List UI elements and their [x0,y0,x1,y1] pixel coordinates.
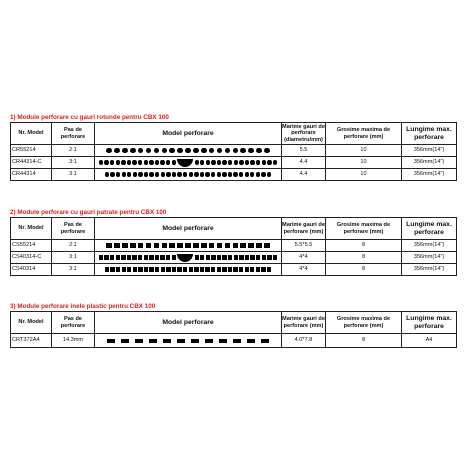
perforation-hole-icon [225,243,231,249]
perforation-hole-icon [132,255,136,259]
header-model: Nr. Model [11,123,52,145]
perforation-hole-icon [267,267,271,271]
perforation-pattern [95,145,282,157]
perforation-hole-icon [222,255,226,259]
perforation-hole-icon [262,255,266,259]
length-value: 356mm(14") [402,240,457,252]
perforation-hole-icon [256,255,260,259]
perforation-hole-icon [144,267,148,271]
perforation-hole-icon [169,243,175,249]
perforation-hole-icon [228,255,232,259]
perforation-hole-icon [105,172,109,176]
header-model: Nr. Model [11,218,52,240]
perforation-hole-icon [211,172,215,176]
perforation-hole-icon [267,172,271,176]
perforation-hole-icon [250,172,254,176]
perforation-hole-icon [248,243,254,249]
perforation-hole-icon [127,255,131,259]
thickness-value: 8 [326,334,402,348]
perforation-pattern [95,169,282,181]
perforation-hole-icon [262,160,266,164]
table-row [11,145,457,157]
perforation-hole-icon [105,267,109,271]
perforation-hole-icon [267,255,271,259]
perforation-hole-icon [166,160,170,164]
perforation-hole-icon [209,243,215,249]
perforation-pattern [95,334,282,348]
perforation-hole-icon [205,172,209,176]
perforation-hole-icon [172,255,176,259]
header-length: Lungime max. perforare [402,123,457,145]
perforation-hole-icon [217,267,221,271]
table-row [11,240,457,252]
perforation-hole-icon [256,148,262,154]
perforation-hole-icon [177,159,193,167]
perforation-hole-icon [264,148,270,154]
header-hole-size: Marime gauri de perforare (mm) [282,312,326,334]
perforation-hole-icon [160,160,164,164]
thickness-value: 10 [326,169,402,181]
length-value: 356mm(14") [402,252,457,264]
perforation-hole-icon [138,267,142,271]
perforation-hole-icon [228,172,232,176]
perforation-hole-icon [177,148,183,154]
table-row [11,252,457,264]
perforation-hole-icon [234,160,238,164]
perforation-hole-icon [122,148,128,154]
perforation-hole-icon [267,160,271,164]
header-hole-size: Marime gauri de perforare (diametru/mm) [282,123,325,143]
perforation-hole-icon [110,267,114,271]
thickness-value: 10 [326,145,402,157]
perforation-hole-icon [239,267,243,271]
header-thickness: Grosime maxima de perforare (mm) [326,123,402,145]
perforation-hole-icon [122,243,128,249]
perforation-hole-icon [122,267,126,271]
perforation-hole-icon [200,160,204,164]
hole-size-value: 4.4 [282,157,326,169]
perforation-hole-icon [149,172,153,176]
header-length: Lungime max. perforare [402,312,457,334]
perforation-hole-icon [217,148,223,154]
perforation-hole-icon [240,148,246,154]
perforation-hole-icon [248,148,254,154]
thickness-value: 8 [326,264,402,276]
perforation-hole-icon [130,243,136,249]
perforation-hole-icon [200,255,204,259]
section-title: 1) Module perforare cu gauri rotunde pentru CBX 100 [10,114,169,121]
perforation-hole-icon [219,339,227,343]
perforation-hole-icon [155,255,159,259]
perforation-hole-icon [245,255,249,259]
table-row [11,334,457,348]
perforation-hole-icon [264,243,270,249]
perforation-hole-icon [166,255,170,259]
perforation-hole-icon [273,160,277,164]
perforation-hole-icon [194,172,198,176]
perforation-hole-icon [121,339,129,343]
round-holes-table [10,122,457,181]
perforation-hole-icon [155,172,159,176]
perforation-hole-icon [149,267,153,271]
model-code: CRT372A4 [11,334,52,348]
perforation-hole-icon [127,267,131,271]
thickness-value: 8 [326,252,402,264]
header-pitch: Pas de perforare [52,123,95,145]
header-pattern: Model perforare [95,123,282,145]
perforation-hole-icon [166,172,170,176]
table-row [11,169,457,181]
perforation-pattern [95,264,282,276]
perforation-hole-icon [256,160,260,164]
section-square-holes [10,208,456,276]
perforation-hole-icon [211,255,215,259]
perforation-hole-icon [110,172,114,176]
hole-size-value: 5.5*5.5 [282,240,326,252]
perforation-hole-icon [200,267,204,271]
perforation-hole-icon [127,160,131,164]
perforation-hole-icon [233,148,239,154]
perforation-hole-icon [228,160,232,164]
perforation-hole-icon [138,243,144,249]
section-plastic-rings [10,302,456,348]
perforation-hole-icon [211,160,215,164]
perforation-hole-icon [209,148,215,154]
perforation-hole-icon [195,160,199,164]
perforation-hole-icon [104,255,108,259]
perforation-hole-icon [144,160,148,164]
perforation-hole-icon [185,148,191,154]
perforation-pattern [95,252,282,264]
header-thickness: Grosime maxima de perforare (mm) [326,312,402,334]
perforation-hole-icon [261,172,265,176]
perforation-hole-icon [193,243,199,249]
section-title: 3) Module perforare inele plastic pentru CBX 100 [10,303,156,310]
perforation-hole-icon [162,243,168,249]
perforation-hole-icon [217,172,221,176]
perforation-hole-icon [104,160,108,164]
model-code: CS55214 [11,240,52,252]
length-value: 356mm(14") [402,264,457,276]
perforation-hole-icon [183,267,187,271]
perforation-hole-icon [155,267,159,271]
plastic-rings-table [10,311,457,348]
perforation-hole-icon [162,148,168,154]
perforation-hole-icon [217,243,223,249]
perforation-hole-icon [206,255,210,259]
perforation-hole-icon [177,339,185,343]
pitch-value: 14.3mm [52,334,95,348]
perforation-hole-icon [225,148,231,154]
perforation-hole-icon [191,339,199,343]
perforation-hole-icon [114,243,120,249]
perforation-hole-icon [233,339,241,343]
perforation-hole-icon [233,243,239,249]
perforation-hole-icon [183,172,187,176]
perforation-hole-icon [194,267,198,271]
model-code: CR44314-C [11,157,52,169]
perforation-hole-icon [99,160,103,164]
perforation-hole-icon [144,255,148,259]
header-pitch: Pas de perforare [52,218,95,240]
perforation-hole-icon [206,160,210,164]
perforation-hole-icon [133,172,137,176]
perforation-hole-icon [160,255,164,259]
perforation-hole-icon [114,148,120,154]
perforation-hole-icon [169,148,175,154]
perforation-hole-icon [172,160,176,164]
perforation-hole-icon [222,172,226,176]
header-model: Nr. Model [11,312,52,334]
perforation-hole-icon [240,243,246,249]
perforation-hole-icon [189,267,193,271]
perforation-hole-icon [107,339,115,343]
perforation-hole-icon [161,267,165,271]
perforation-hole-icon [217,255,221,259]
hole-size-value: 4.4 [282,169,326,181]
perforation-hole-icon [261,267,265,271]
header-pitch: Pas de perforare [52,312,95,334]
perforation-hole-icon [110,255,114,259]
perforation-hole-icon [239,255,243,259]
perforation-hole-icon [155,160,159,164]
perforation-hole-icon [256,172,260,176]
perforation-hole-icon [138,255,142,259]
perforation-hole-icon [273,255,277,259]
model-code: CS40314-C [11,252,52,264]
header-thickness: Grosime maxima de perforare (mm) [326,218,402,240]
perforation-hole-icon [121,160,125,164]
perforation-hole-icon [177,267,181,271]
perforation-hole-icon [177,172,181,176]
perforation-hole-icon [234,255,238,259]
pitch-value: 3:1 [52,252,95,264]
perforation-hole-icon [195,255,199,259]
perforation-hole-icon [256,243,262,249]
perforation-hole-icon [122,172,126,176]
perforation-hole-icon [106,148,112,154]
hole-size-value: 4*4 [282,252,326,264]
perforation-hole-icon [201,148,207,154]
perforation-hole-icon [250,160,254,164]
perforation-hole-icon [245,267,249,271]
perforation-hole-icon [99,255,103,259]
perforation-hole-icon [177,243,183,249]
perforation-hole-icon [250,255,254,259]
perforation-pattern [95,157,282,169]
header-pattern: Model perforare [95,312,282,334]
hole-size-value: 5.5 [282,145,326,157]
perforation-hole-icon [250,267,254,271]
perforation-hole-icon [110,160,114,164]
model-code: CR44314 [11,169,52,181]
perforation-hole-icon [256,267,260,271]
perforation-hole-icon [177,254,193,262]
perforation-hole-icon [172,267,176,271]
pitch-value: 3:1 [52,264,95,276]
length-value: 356mm(14") [402,157,457,169]
perforation-hole-icon [217,160,221,164]
pitch-value: 3:1 [52,169,95,181]
perforation-hole-icon [154,148,160,154]
thickness-value: 10 [326,157,402,169]
perforation-hole-icon [149,339,157,343]
perforation-hole-icon [144,172,148,176]
perforation-hole-icon [138,160,142,164]
perforation-hole-icon [222,160,226,164]
header-pattern: Model perforare [95,218,282,240]
perforation-hole-icon [163,339,171,343]
perforation-hole-icon [205,339,213,343]
perforation-hole-icon [239,172,243,176]
length-value: 356mm(14") [402,169,457,181]
pitch-value: 2:1 [52,240,95,252]
square-holes-table [10,217,457,276]
perforation-hole-icon [185,243,191,249]
perforation-hole-icon [189,172,193,176]
section-round-holes [10,113,456,181]
perforation-hole-icon [245,172,249,176]
perforation-hole-icon [149,160,153,164]
perforation-hole-icon [116,267,120,271]
perforation-hole-icon [146,148,152,154]
perforation-hole-icon [172,172,176,176]
pitch-value: 3:1 [52,157,95,169]
header-length: Lungime max. perforare [402,218,457,240]
perforation-hole-icon [146,243,152,249]
perforation-hole-icon [121,255,125,259]
perforation-hole-icon [106,243,112,249]
length-value: A4 [402,334,457,348]
perforation-hole-icon [161,172,165,176]
header-hole-size: Marime gauri de perforare (mm) [282,218,326,240]
perforation-hole-icon [211,267,215,271]
perforation-hole-icon [127,172,131,176]
table-row [11,264,457,276]
perforation-hole-icon [233,172,237,176]
perforation-hole-icon [116,172,120,176]
perforation-hole-icon [200,172,204,176]
length-value: 356mm(14") [402,145,457,157]
perforation-hole-icon [138,148,144,154]
perforation-hole-icon [130,148,136,154]
perforation-hole-icon [116,160,120,164]
perforation-hole-icon [245,160,249,164]
perforation-hole-icon [233,267,237,271]
table-row [11,157,457,169]
perforation-hole-icon [138,172,142,176]
perforation-hole-icon [166,267,170,271]
perforation-pattern [95,240,282,252]
perforation-hole-icon [135,339,143,343]
perforation-hole-icon [247,339,255,343]
perforation-hole-icon [149,255,153,259]
perforation-hole-icon [261,339,269,343]
perforation-hole-icon [205,267,209,271]
perforation-hole-icon [154,243,160,249]
perforation-hole-icon [201,243,207,249]
model-code: CS40314 [11,264,52,276]
perforation-hole-icon [239,160,243,164]
perforation-hole-icon [228,267,232,271]
hole-size-value: 4*4 [282,264,326,276]
perforation-hole-icon [222,267,226,271]
hole-size-value: 4.0*7.8 [282,334,326,348]
model-code: CR55214 [11,145,52,157]
perforation-hole-icon [116,255,120,259]
thickness-value: 8 [326,240,402,252]
pitch-value: 2:1 [52,145,95,157]
perforation-hole-icon [132,160,136,164]
perforation-hole-icon [193,148,199,154]
perforation-hole-icon [133,267,137,271]
section-title: 2) Module perforare cu gauri patrate pentru CBX 100 [10,209,167,216]
